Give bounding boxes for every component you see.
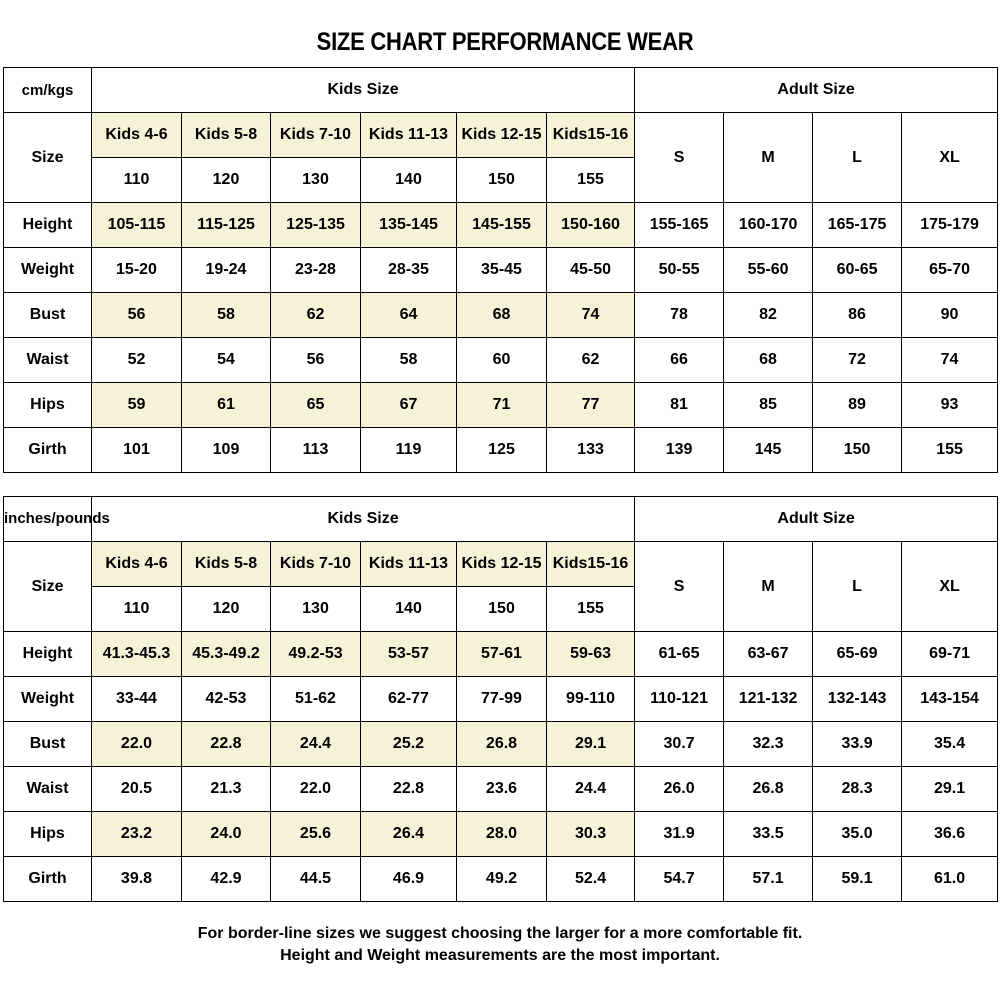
measurement-label: Waist: [4, 338, 92, 383]
measurement-value: 71: [457, 383, 547, 428]
measurement-row-bust: [4, 722, 998, 767]
measurement-label: Bust: [4, 293, 92, 338]
measurement-value: 33.5: [724, 812, 813, 857]
measurement-value: 35-45: [457, 248, 547, 293]
measurement-value: 175-179: [902, 203, 998, 248]
measurement-value: 19-24: [182, 248, 271, 293]
measurement-row-bust: [4, 293, 998, 338]
measurement-value: 28.3: [813, 767, 902, 812]
measurement-row-height: [4, 632, 998, 677]
measurement-value: 54: [182, 338, 271, 383]
measurement-row-waist: [4, 338, 998, 383]
measurement-value: 93: [902, 383, 998, 428]
measurement-value: 60-65: [813, 248, 902, 293]
measurement-value: 135-145: [361, 203, 457, 248]
measurement-value: 51-62: [271, 677, 361, 722]
measurement-value: 56: [92, 293, 182, 338]
measurement-value: 36.6: [902, 812, 998, 857]
measurement-value: 65-69: [813, 632, 902, 677]
measurement-value: 45-50: [547, 248, 635, 293]
measurement-label: Weight: [4, 248, 92, 293]
measurement-value: 28-35: [361, 248, 457, 293]
measurement-label: Hips: [4, 383, 92, 428]
measurement-value: 23.2: [92, 812, 182, 857]
adult-size-name: M: [724, 113, 813, 203]
footnote-larger-size: For border-line sizes we suggest choosing the larger for a more comfortable fit.: [197, 925, 803, 942]
measurement-value: 26.8: [457, 722, 547, 767]
kids-size-code: 120: [182, 587, 271, 632]
measurement-value: 105-115: [92, 203, 182, 248]
measurement-value: 61: [182, 383, 271, 428]
measurement-value: 62: [271, 293, 361, 338]
measurement-value: 133: [547, 428, 635, 473]
kids-size-header: Kids Size: [92, 68, 635, 113]
measurement-value: 115-125: [182, 203, 271, 248]
measurement-value: 65-70: [902, 248, 998, 293]
measurement-value: 61-65: [635, 632, 724, 677]
measurement-row-weight: [4, 248, 998, 293]
kids-size-name: Kids 12-15: [457, 113, 547, 158]
measurement-value: 101: [92, 428, 182, 473]
measurement-value: 145-155: [457, 203, 547, 248]
measurement-value: 139: [635, 428, 724, 473]
measurement-value: 89: [813, 383, 902, 428]
measurement-label: Bust: [4, 722, 92, 767]
measurement-value: 99-110: [547, 677, 635, 722]
measurement-value: 62-77: [361, 677, 457, 722]
adult-size-header: Adult Size: [635, 68, 998, 113]
size-row-label: Size: [4, 542, 92, 632]
measurement-value: 49.2: [457, 857, 547, 902]
measurement-value: 33-44: [92, 677, 182, 722]
kids-size-name: Kids 11-13: [361, 542, 457, 587]
measurement-value: 22.0: [271, 767, 361, 812]
measurement-label: Hips: [4, 812, 92, 857]
measurement-value: 29.1: [902, 767, 998, 812]
measurement-value: 26.8: [724, 767, 813, 812]
measurement-value: 54.7: [635, 857, 724, 902]
measurement-value: 26.0: [635, 767, 724, 812]
measurement-value: 57-61: [457, 632, 547, 677]
measurement-value: 45.3-49.2: [182, 632, 271, 677]
kids-size-name: Kids 5-8: [182, 542, 271, 587]
kids-size-code: 155: [547, 158, 635, 203]
measurement-value: 64: [361, 293, 457, 338]
page-title: SIZE CHART PERFORMANCE WEAR: [316, 28, 694, 56]
measurement-value: 77: [547, 383, 635, 428]
measurement-value: 57.1: [724, 857, 813, 902]
kids-size-name: Kids15-16: [547, 113, 635, 158]
group-header-row: [4, 68, 998, 113]
measurement-value: 46.9: [361, 857, 457, 902]
measurement-value: 78: [635, 293, 724, 338]
measurement-row-girth: [4, 428, 998, 473]
measurement-row-girth: [4, 857, 998, 902]
measurement-value: 61.0: [902, 857, 998, 902]
kids-size-name: Kids 7-10: [271, 542, 361, 587]
measurement-value: 68: [724, 338, 813, 383]
measurement-value: 110-121: [635, 677, 724, 722]
kids-size-name: Kids 11-13: [361, 113, 457, 158]
measurement-value: 35.0: [813, 812, 902, 857]
measurement-row-waist: [4, 767, 998, 812]
measurement-value: 85: [724, 383, 813, 428]
measurement-label: Waist: [4, 767, 92, 812]
measurement-value: 160-170: [724, 203, 813, 248]
measurement-value: 41.3-45.3: [92, 632, 182, 677]
measurement-value: 29.1: [547, 722, 635, 767]
measurement-value: 59.1: [813, 857, 902, 902]
measurement-value: 68: [457, 293, 547, 338]
kids-size-code: 150: [457, 587, 547, 632]
measurement-value: 33.9: [813, 722, 902, 767]
measurement-value: 31.9: [635, 812, 724, 857]
measurement-value: 30.3: [547, 812, 635, 857]
kids-size-name: Kids 4-6: [92, 542, 182, 587]
kids-size-name: Kids 12-15: [457, 542, 547, 587]
kids-size-header: Kids Size: [92, 497, 635, 542]
measurement-value: 50-55: [635, 248, 724, 293]
measurement-value: 69-71: [902, 632, 998, 677]
measurement-value: 155-165: [635, 203, 724, 248]
kids-size-code: 110: [92, 587, 182, 632]
kids-size-name: Kids 7-10: [271, 113, 361, 158]
measurement-label: Weight: [4, 677, 92, 722]
measurement-value: 25.6: [271, 812, 361, 857]
measurement-value: 59: [92, 383, 182, 428]
measurement-value: 119: [361, 428, 457, 473]
measurement-value: 20.5: [92, 767, 182, 812]
kids-size-code: 120: [182, 158, 271, 203]
measurement-value: 15-20: [92, 248, 182, 293]
measurement-value: 65: [271, 383, 361, 428]
measurement-value: 42-53: [182, 677, 271, 722]
adult-size-name: M: [724, 542, 813, 632]
measurement-value: 26.4: [361, 812, 457, 857]
measurement-value: 53-57: [361, 632, 457, 677]
measurement-value: 55-60: [724, 248, 813, 293]
measurement-value: 113: [271, 428, 361, 473]
measurement-value: 125: [457, 428, 547, 473]
measurement-value: 49.2-53: [271, 632, 361, 677]
measurement-value: 145: [724, 428, 813, 473]
measurement-value: 165-175: [813, 203, 902, 248]
measurement-value: 24.4: [547, 767, 635, 812]
measurement-value: 58: [182, 293, 271, 338]
kids-size-name: Kids 4-6: [92, 113, 182, 158]
group-header-row: [4, 497, 998, 542]
measurement-value: 21.3: [182, 767, 271, 812]
measurement-value: 63-67: [724, 632, 813, 677]
measurement-value: 60: [457, 338, 547, 383]
measurement-value: 28.0: [457, 812, 547, 857]
size-name-row: [4, 542, 998, 587]
measurement-row-hips: [4, 812, 998, 857]
adult-size-name: S: [635, 113, 724, 203]
measurement-value: 121-132: [724, 677, 813, 722]
measurement-row-height: [4, 203, 998, 248]
measurement-value: 86: [813, 293, 902, 338]
size-table-metric: [3, 67, 998, 473]
unit-label: cm/kgs: [4, 68, 92, 113]
measurement-value: 150-160: [547, 203, 635, 248]
adult-size-name: L: [813, 542, 902, 632]
measurement-label: Height: [4, 203, 92, 248]
measurement-value: 77-99: [457, 677, 547, 722]
adult-size-name: L: [813, 113, 902, 203]
measurement-value: 143-154: [902, 677, 998, 722]
measurement-value: 72: [813, 338, 902, 383]
size-row-label: Size: [4, 113, 92, 203]
measurement-value: 23.6: [457, 767, 547, 812]
measurement-label: Girth: [4, 857, 92, 902]
kids-size-name: Kids 5-8: [182, 113, 271, 158]
kids-size-code: 155: [547, 587, 635, 632]
kids-size-code: 140: [361, 158, 457, 203]
measurement-value: 82: [724, 293, 813, 338]
measurement-label: Height: [4, 632, 92, 677]
measurement-value: 59-63: [547, 632, 635, 677]
size-table-imperial: [3, 496, 998, 902]
adult-size-name: XL: [902, 542, 998, 632]
measurement-value: 62: [547, 338, 635, 383]
kids-size-name: Kids15-16: [547, 542, 635, 587]
measurement-value: 32.3: [724, 722, 813, 767]
adult-size-header: Adult Size: [635, 497, 998, 542]
measurement-value: 125-135: [271, 203, 361, 248]
kids-size-code: 110: [92, 158, 182, 203]
measurement-value: 66: [635, 338, 724, 383]
measurement-value: 22.8: [361, 767, 457, 812]
measurement-row-hips: [4, 383, 998, 428]
measurement-value: 30.7: [635, 722, 724, 767]
measurement-value: 109: [182, 428, 271, 473]
measurement-value: 22.8: [182, 722, 271, 767]
measurement-value: 24.0: [182, 812, 271, 857]
measurement-value: 74: [547, 293, 635, 338]
measurement-label: Girth: [4, 428, 92, 473]
measurement-value: 74: [902, 338, 998, 383]
measurement-value: 25.2: [361, 722, 457, 767]
kids-size-code: 130: [271, 587, 361, 632]
measurement-value: 42.9: [182, 857, 271, 902]
measurement-value: 150: [813, 428, 902, 473]
measurement-value: 44.5: [271, 857, 361, 902]
size-name-row: [4, 113, 998, 158]
kids-size-code: 150: [457, 158, 547, 203]
measurement-value: 155: [902, 428, 998, 473]
kids-size-code: 130: [271, 158, 361, 203]
measurement-value: 24.4: [271, 722, 361, 767]
measurement-value: 90: [902, 293, 998, 338]
adult-size-name: S: [635, 542, 724, 632]
measurement-value: 132-143: [813, 677, 902, 722]
measurement-value: 67: [361, 383, 457, 428]
measurement-value: 58: [361, 338, 457, 383]
measurement-value: 35.4: [902, 722, 998, 767]
unit-label: inches/pounds: [4, 497, 92, 542]
measurement-value: 52: [92, 338, 182, 383]
measurement-value: 23-28: [271, 248, 361, 293]
adult-size-name: XL: [902, 113, 998, 203]
measurement-value: 56: [271, 338, 361, 383]
measurement-row-weight: [4, 677, 998, 722]
measurement-value: 81: [635, 383, 724, 428]
kids-size-code: 140: [361, 587, 457, 632]
measurement-value: 39.8: [92, 857, 182, 902]
measurement-value: 52.4: [547, 857, 635, 902]
footnote-important-measurements: Height and Weight measurements are the most important.: [280, 947, 720, 964]
measurement-value: 22.0: [92, 722, 182, 767]
